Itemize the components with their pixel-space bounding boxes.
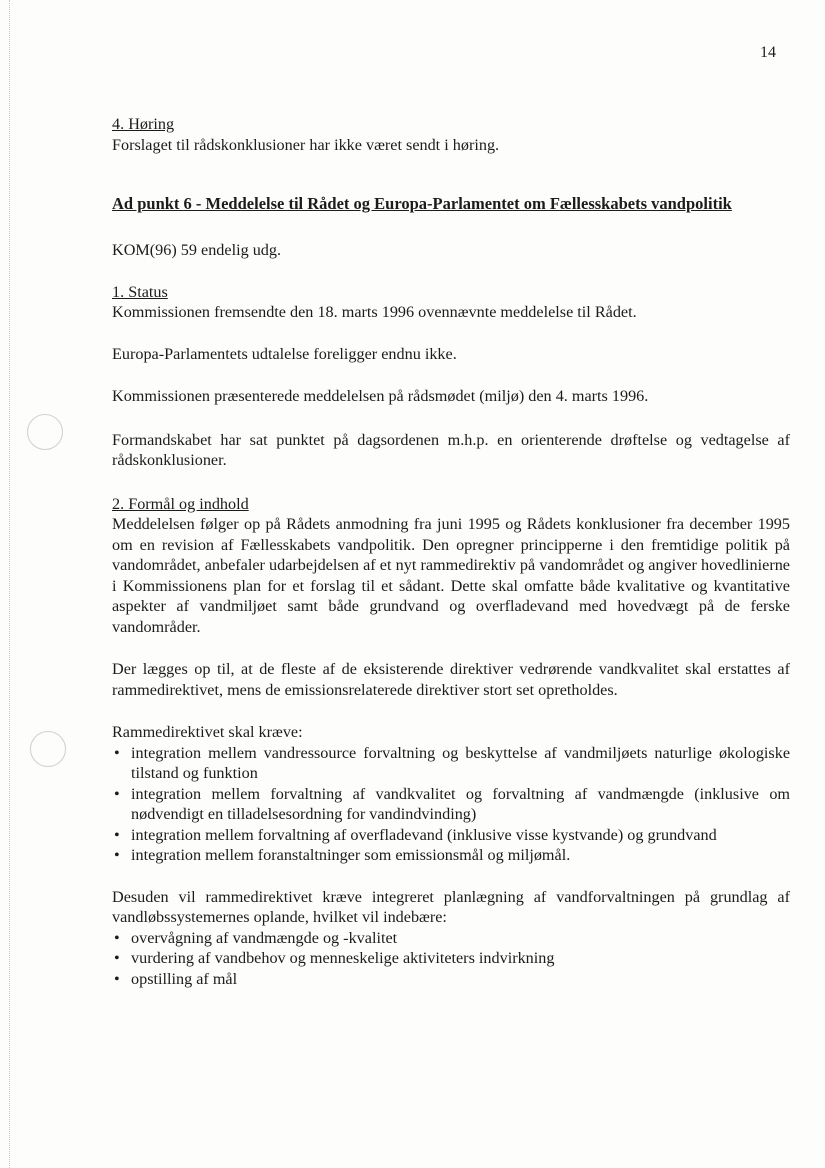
page-number: 14 (760, 44, 776, 61)
list-item: • integration mellem forvaltning af overfladevand (inklusive visse kystvande) og grundvand (131, 825, 790, 846)
requirements-list (112, 743, 790, 866)
planning-list (112, 928, 790, 990)
list-item: • overvågning af vandmængde og -kvalitet (131, 928, 790, 949)
status-paragraph: Kommissionen præsenterede meddelelsen på rådsmødet (miljø) den 4. marts 1996. (112, 387, 649, 405)
list-item: • vurdering af vandbehov og menneskelige aktiviteters indvirkning (131, 948, 790, 969)
list-item: • integration mellem vandressource forvaltning og beskyttelse af vandmiljøets naturlige økologiske tilstand og funktion (131, 743, 790, 784)
document-body (112, 114, 790, 989)
purpose-paragraph: Der lægges op til, at de fleste af de eksisterende direktiver vedrørende vandkvalitet skal erstattes af rammedirektivet, mens de emissionsrelaterede direktiver stort set opretholdes. (112, 660, 790, 699)
list-item: • integration mellem foranstaltninger som emissionsmål og miljømål. (131, 845, 790, 866)
section-text-hoering: Forslaget til rådskonklusioner har ikke været sendt i høring. (112, 135, 500, 154)
punch-hole-lower (30, 731, 66, 767)
status-paragraph: Formandskabet har sat punktet på dagsordenen m.h.p. en orienterende drøftelse og vedtagelse af rådskonklusioner. (112, 430, 790, 469)
punch-hole-upper (27, 414, 63, 450)
list-item: • integration mellem forvaltning af vandkvalitet og forvaltning af vandmængde (inklusive om nødvendigt en tilladelsesordning for vandindvinding) (131, 784, 790, 825)
status-paragraph: Kommissionen fremsendte den 18. marts 1996 ovennævnte meddelelse til Rådet. (112, 303, 637, 321)
status-paragraph: Europa-Parlamentets udtalelse foreligger endnu ikke. (112, 344, 457, 363)
list-item: • opstilling af mål (131, 969, 790, 990)
section-title-status: 1. Status (112, 282, 168, 301)
purpose-paragraph: Meddelelsen følger op på Rådets anmodning fra juni 1995 og Rådets konklusioner fra december 1995 om en revision af Fællesskabets vandpolitik. Den opregner principperne i den fremtidige politik på vandområdet, anbefaler udarbejdelsen af et nyt rammedirektiv på vandområdet og angiver hovedlinierne i Kommissionens plan for et forslag til et sådant. Dette skal omfatte både kvalitative og kvantitative aspekter af vandmiljøet samt både grundvand og overfladevand med hovedvægt på de ferske vandområder. (112, 515, 790, 636)
section-title-purpose: 2. Formål og indhold (112, 494, 249, 513)
section-title-hoering: 4. Høring (112, 115, 175, 133)
agenda-item-heading: Ad punkt 6 - Meddelelse til Rådet og Europa-Parlamentet om Fællesskabets vandpolitik (112, 194, 732, 213)
list-intro: Desuden vil rammedirektivet kræve integreret planlægning af vandforvaltningen på grundlag af vandløbssystemernes oplande, hvilket vil indebære: (112, 887, 790, 926)
list-intro: Rammedirektivet skal kræve: (112, 723, 303, 741)
document-reference: KOM(96) 59 endelig udg. (112, 241, 282, 259)
page-left-edge (9, 0, 11, 1168)
